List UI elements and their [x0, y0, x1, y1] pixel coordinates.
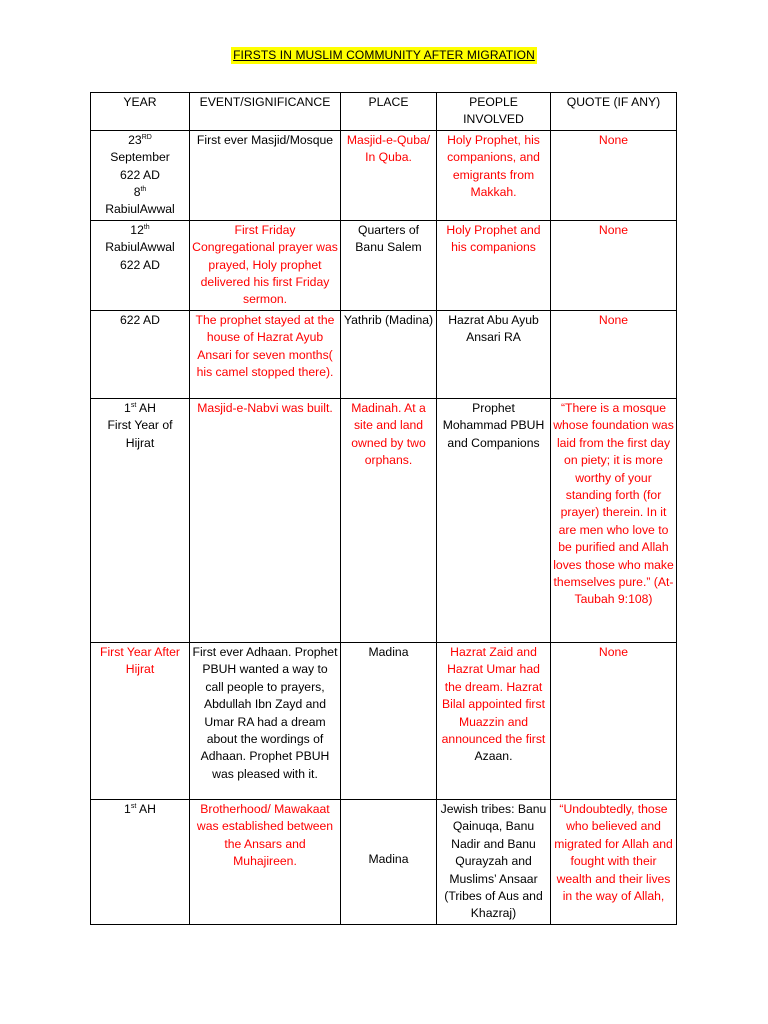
hijri-day: 8 — [133, 185, 141, 200]
cell-place: Masjid-e-Quba/ In Quba. — [341, 130, 437, 220]
cell-year — [91, 799, 190, 924]
cell-place: Yathrib (Madina) — [341, 310, 437, 398]
cell-quote: None — [551, 220, 677, 310]
year-day-suffix: RD — [141, 133, 152, 141]
cell-event: First ever Masjid/Mosque — [190, 130, 341, 220]
year-ad: 622 AD — [120, 257, 160, 272]
title-wrapper — [0, 46, 768, 64]
year-suffix: st — [130, 401, 137, 409]
cell-event: Masjid-e-Nabvi was built. — [190, 398, 341, 642]
cell-year: First Year After Hijrat — [91, 642, 190, 799]
table-row — [91, 310, 677, 398]
people-red-text: Hazrat Zaid and Hazrat Umar had the dream. Hazrat Bilal appointed first Muazzin and announced the first — [441, 644, 546, 746]
year-number: 1 — [124, 801, 131, 816]
year-day-suffix: th — [143, 223, 150, 231]
cell-quote: None — [551, 642, 677, 799]
table-row — [91, 130, 677, 220]
hijri-month: RabiulAwwal — [105, 202, 175, 217]
cell-people: Holy Prophet, his companions, and emigrants from Makkah. — [437, 130, 551, 220]
cell-place: Madinah. At a site and land owned by two orphans. — [341, 398, 437, 642]
cell-place: Madina — [341, 642, 437, 799]
table-row — [91, 220, 677, 310]
cell-place — [341, 799, 437, 924]
year-month: September — [110, 150, 170, 165]
table-row — [91, 642, 677, 799]
people-black-text: Azaan. — [474, 749, 513, 764]
cell-quote: None — [551, 130, 677, 220]
year-suffix: st — [130, 802, 137, 810]
cell-people: Holy Prophet and his companions — [437, 220, 551, 310]
cell-event: Brotherhood/ Mawakaat was established between the Ansars and Muhajireen. — [190, 799, 341, 924]
year-month: RabiulAwwal — [105, 240, 175, 255]
year-unit: AH — [139, 801, 156, 816]
cell-quote: “There is a mosque whose foundation was laid from the first day on piety; it is more worthy of your standing forth (for prayer) therein. In it are men who love to be purified and Allah loves those who make themselves pure.” (At-Taubah 9:108) — [551, 398, 677, 642]
cell-event: First ever Adhaan. Prophet PBUH wanted a way to call people to prayers, Abdullah Ibn Zayd and Umar RA had a dream about the wordings of Adhaan. Prophet PBUH was pleased with it. — [190, 642, 341, 799]
cell-event: First Friday Congregational prayer was prayed, Holy prophet delivered his first Friday sermon. — [190, 220, 341, 310]
hijri-day-suffix: th — [140, 185, 147, 193]
cell-people: Jewish tribes: Banu Qainuqa, Banu Nadir and Banu Qurayzah and Muslims’ Ansaar (Tribes of Aus and Khazraj) — [437, 799, 551, 924]
cell-quote: “Undoubtedly, those who believed and migrated for Allah and fought with their wealth and their lives in the way of Allah, — [551, 799, 677, 924]
document-title: FIRSTS IN MUSLIM COMMUNITY AFTER MIGRATION — [233, 48, 535, 62]
header-place: PLACE — [341, 93, 437, 131]
cell-year — [91, 220, 190, 310]
cell-place: Quarters of Banu Salem — [341, 220, 437, 310]
year-day: 23 — [128, 132, 142, 147]
header-quote: QUOTE (IF ANY) — [551, 93, 677, 131]
header-event: EVENT/SIGNIFICANCE — [190, 93, 341, 131]
year-unit: AH — [139, 400, 156, 415]
cell-people: Prophet Mohammad PBUH and Companions — [437, 398, 551, 642]
table-row — [91, 398, 677, 642]
year-extra: First Year of Hijrat — [107, 418, 173, 450]
year-day: 12 — [130, 222, 144, 237]
cell-year: 622 AD — [91, 310, 190, 398]
header-year: YEAR — [91, 93, 190, 131]
year-ad: 622 AD — [120, 167, 160, 182]
cell-year — [91, 398, 190, 642]
table-row — [91, 799, 677, 924]
firsts-table — [90, 92, 677, 925]
header-people: PEOPLE INVOLVED — [437, 93, 551, 131]
cell-quote: None — [551, 310, 677, 398]
cell-people — [437, 642, 551, 799]
cell-year — [91, 130, 190, 220]
place-text: Madina — [368, 851, 409, 866]
header-row — [91, 93, 677, 131]
year-number: 1 — [124, 400, 131, 415]
cell-event: The prophet stayed at the house of Hazrat Ayub Ansari for seven months( his camel stopped there). — [190, 310, 341, 398]
cell-people: Hazrat Abu Ayub Ansari RA — [437, 310, 551, 398]
